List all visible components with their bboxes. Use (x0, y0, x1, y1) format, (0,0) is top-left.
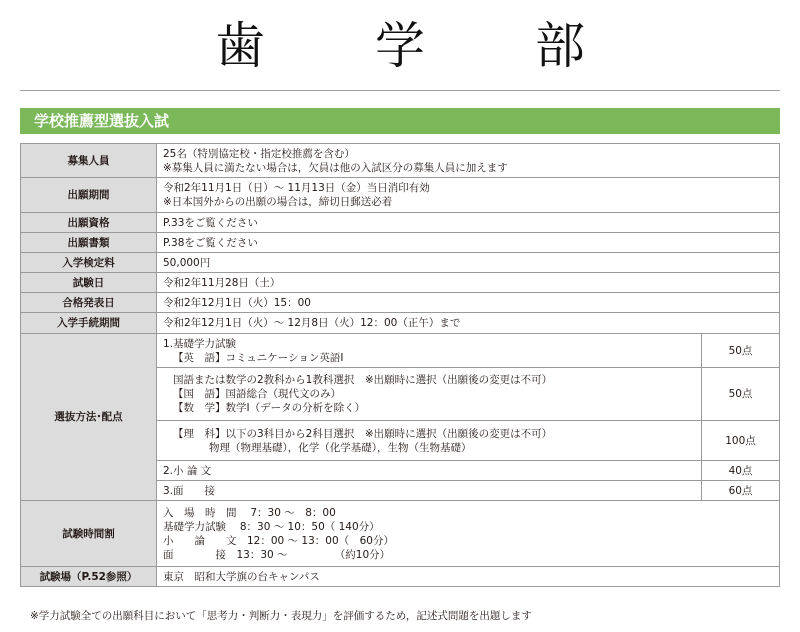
row-label-selection: 選抜方法･配点 (21, 334, 157, 501)
selection-points: 50点 (702, 368, 780, 421)
row-label-fee: 入学検定料 (21, 253, 157, 273)
selection-lang-math (157, 368, 702, 421)
recruit-line: 25名（特別協定校・指定校推薦を含む） (163, 147, 355, 160)
selection-essay: 2.小 論 文 (157, 461, 702, 481)
recruit-value (157, 144, 780, 178)
table-row (21, 178, 780, 213)
selection-points: 40点 (702, 461, 780, 481)
selection-line: 【英 語】コミュニケーション英語Ⅰ (173, 351, 344, 364)
table-row (21, 253, 780, 273)
admission-info-table (20, 143, 780, 587)
selection-line: 1.基礎学力試験 (163, 337, 237, 350)
selection-points: 100点 (702, 421, 780, 461)
selection-line: 【数 学】数学Ⅰ（データの分析を除く） (173, 402, 366, 414)
recruit-note: ※募集人員に満たない場合は，欠員は他の入試区分の募集人員に加えます (163, 161, 508, 174)
footnote: ※学力試験全ての出願科目において「思考力・判断力・表現力」を評価するため，記述式問題を出題します (30, 610, 532, 622)
title-divider (20, 90, 780, 91)
selection-line: 物理（物理基礎），化学（化学基礎），生物（生物基礎） (209, 441, 472, 454)
exam-date-value: 令和2年11月28日（土） (157, 273, 780, 293)
schedule-line: 基礎学力試験 8：30 ～ 10：50（ 140分） (163, 520, 380, 533)
schedule-line: 入 場 時 間 7：30 ～ 8：00 (163, 506, 336, 519)
selection-interview: 3.面 接 (157, 481, 702, 501)
table-row (21, 293, 780, 313)
eligibility-value: P.33をご覧ください (157, 213, 780, 233)
table-row (21, 567, 780, 587)
schedule-line: 小 論 文 12：00 ～ 13：00（ 60分） (163, 534, 394, 547)
table-row (21, 213, 780, 233)
selection-line: 【国 語】国語総合（現代文のみ） (173, 388, 341, 400)
table-row (21, 144, 780, 178)
selection-basic-test (157, 334, 702, 368)
enrollment-value: 令和2年12月1日（火）～ 12月8日（火）12：00（正午）まで (157, 313, 780, 334)
section-heading: 学校推薦型選抜入試 (20, 108, 780, 134)
page-title: 歯 学 部 (215, 17, 615, 75)
venue-value: 東京 昭和大学旗の台キャンパス (157, 567, 780, 587)
row-label-documents: 出願書類 (21, 233, 157, 253)
row-label-enrollment: 入学手続期間 (21, 313, 157, 334)
table-row (21, 313, 780, 334)
row-label-announce: 合格発表日 (21, 293, 157, 313)
selection-points: 60点 (702, 481, 780, 501)
application-period-value (157, 178, 780, 213)
schedule-value (157, 501, 780, 567)
row-label-recruit: 募集人員 (21, 144, 157, 178)
fee-value: 50,000円 (157, 253, 780, 273)
row-label-application-period: 出願期間 (21, 178, 157, 213)
row-label-venue: 試験場（P.52参照） (21, 567, 157, 587)
row-label-schedule: 試験時間割 (21, 501, 157, 567)
row-label-exam-date: 試験日 (21, 273, 157, 293)
announce-value: 令和2年12月1日（火）15：00 (157, 293, 780, 313)
application-period-note: ※日本国外からの出願の場合は，締切日郵送必着 (163, 196, 393, 208)
selection-science (157, 421, 702, 461)
selection-line: 【理 科】以下の3科目から2科目選択 ※出願時に選択（出願後の変更は不可） (173, 427, 553, 440)
table-row (21, 334, 780, 368)
table-row (21, 233, 780, 253)
selection-points: 50点 (702, 334, 780, 368)
selection-line: 国語または数学の2教科から1教科選択 ※出願時に選択（出願後の変更は不可） (173, 374, 553, 386)
application-period-line: 令和2年11月1日（日）～ 11月13日（金）当日消印有効 (163, 182, 430, 194)
schedule-line: 面 接 13：30 ～ （約10分） (163, 548, 391, 561)
documents-value: P.38をご覧ください (157, 233, 780, 253)
table-row (21, 273, 780, 293)
row-label-eligibility: 出願資格 (21, 213, 157, 233)
table-row (21, 501, 780, 567)
